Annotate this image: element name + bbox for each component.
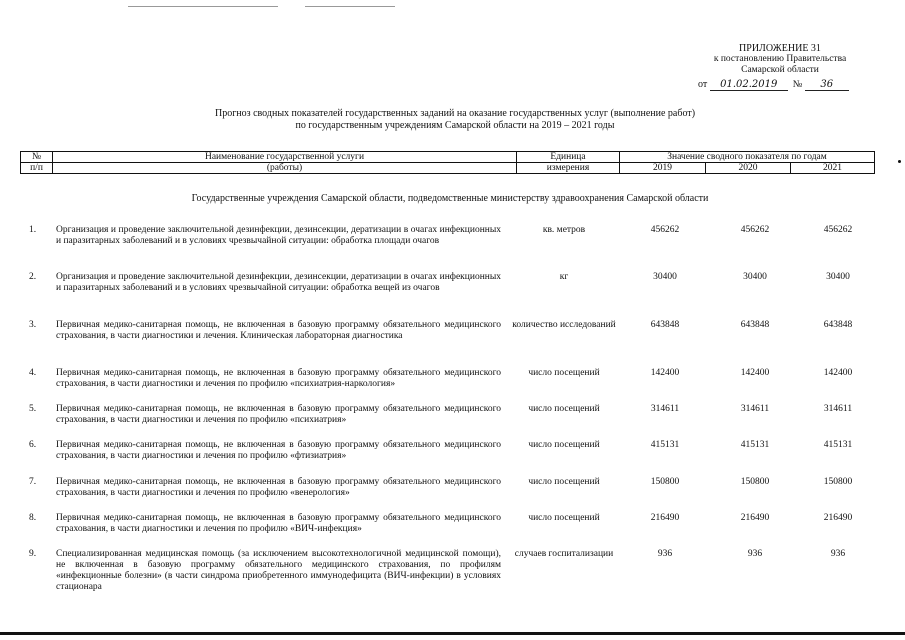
value-2021: 456262: [823, 225, 853, 235]
table-header: [20, 151, 875, 174]
value-2020: 142400: [740, 368, 770, 378]
handwritten-number: 36: [805, 79, 849, 91]
service-name: Первичная медико-санитарная помощь, не включенная в базовую программу обязательного медицинского страхования, в части диагностики и лечения по профилю «фтизиатрия»: [56, 440, 501, 461]
value-2019: 142400: [650, 368, 680, 378]
header-num: №: [21, 152, 53, 163]
value-2019: 643848: [650, 320, 680, 330]
appendix-block: [690, 43, 870, 76]
value-2020: 150800: [740, 477, 770, 487]
value-2019: 30400: [653, 272, 677, 282]
number-prefix: №: [792, 79, 803, 90]
value-2020: 936: [747, 549, 763, 559]
appendix-line: Самарской области: [741, 65, 819, 75]
value-2021: 314611: [823, 404, 853, 414]
value-2019: 936: [657, 549, 673, 559]
service-name: Первичная медико-санитарная помощь, не включенная в базовую программу обязательного медицинского страхования, в части диагностики и лечения по профилю «ВИЧ-инфекция»: [56, 513, 501, 534]
unit-of-measure: случаев госпитализации: [514, 549, 614, 559]
value-2021: 415131: [823, 440, 853, 450]
margin-dot: [898, 160, 901, 163]
unit-of-measure: число посещений: [528, 404, 600, 414]
service-name: Первичная медико-санитарная помощь, не включенная в базовую программу обязательного медицинского страхования, в части диагностики и лечения. Клиническая лабораторная диагностика: [56, 320, 501, 341]
value-2020: 314611: [740, 404, 770, 414]
top-border-line: [128, 6, 278, 7]
header-year: 2021: [791, 163, 875, 174]
heading-line: Прогноз сводных показателей государственных заданий на оказание государственных услуг (выполнение работ): [214, 108, 696, 119]
value-2019: 314611: [650, 404, 680, 414]
row-number: 9.: [29, 549, 37, 559]
header-year: 2019: [620, 163, 706, 174]
value-2021: 936: [830, 549, 846, 559]
value-2020: 643848: [740, 320, 770, 330]
service-name: Специализированная медицинская помощь (за исключением высокотехнологичной медицинской помощи), не включенная в базовую программу обязательного медицинского страхования, по профилям «инфекционные болезни» (в части синдрома приобретенного иммунодефицита (ВИЧ-инфекции) в условиях стационара: [56, 549, 501, 592]
value-2020: 456262: [740, 225, 770, 235]
unit-of-measure: количество исследований: [512, 320, 616, 330]
handwritten-date: 01.02.2019: [710, 79, 788, 91]
value-2021: 643848: [823, 320, 853, 330]
section-title: Государственные учреждения Самарской области, подведомственные министерству здравоохранения Самарской области: [191, 193, 709, 204]
heading-line: по государственным учреждениям Самарской области на 2019 – 2021 годы: [295, 120, 615, 131]
value-2021: 150800: [823, 477, 853, 487]
service-name: Первичная медико-санитарная помощь, не включенная в базовую программу обязательного медицинского страхования, в части диагностики и лечения по профилю «венерология»: [56, 477, 501, 498]
row-number: 6.: [29, 440, 37, 450]
value-2020: 216490: [740, 513, 770, 523]
service-name: Первичная медико-санитарная помощь, не включенная в базовую программу обязательного медицинского страхования, в части диагностики и лечения по профилю «психиатрия»: [56, 404, 501, 425]
row-number: 2.: [29, 272, 37, 282]
header-name-sub: (работы): [53, 163, 517, 174]
row-number: 7.: [29, 477, 37, 487]
document-heading: [130, 108, 780, 132]
value-2021: 142400: [823, 368, 853, 378]
header-unit-sub: измерения: [517, 163, 620, 174]
service-name: Организация и проведение заключительной дезинфекции, дезинсекции, дератизации в очагах инфекционных и паразитарных заболеваний и в условиях чрезвычайной ситуации: обработка вещей из очагов: [56, 272, 501, 293]
appendix-line: к постановлению Правительства: [713, 54, 847, 64]
unit-of-measure: число посещений: [528, 513, 600, 523]
unit-of-measure: число посещений: [528, 440, 600, 450]
top-border-line: [305, 6, 395, 7]
appendix-title: ПРИЛОЖЕНИЕ 31: [739, 43, 821, 54]
row-number: 4.: [29, 368, 37, 378]
header-year: 2020: [706, 163, 791, 174]
unit-of-measure: кг: [559, 272, 569, 282]
header-name: Наименование государственной услуги: [53, 152, 517, 163]
unit-of-measure: число посещений: [528, 368, 600, 378]
header-unit: Единица: [517, 152, 620, 163]
header-num-sub: п/п: [21, 163, 53, 174]
service-name: Первичная медико-санитарная помощь, не включенная в базовую программу обязательного медицинского страхования, в части диагностики и лечения по профилю «психиатрия-наркология»: [56, 368, 501, 389]
appendix-date-line: [698, 79, 849, 91]
unit-of-measure: кв. метров: [542, 225, 586, 235]
row-number: 8.: [29, 513, 37, 523]
row-number: 1.: [29, 225, 37, 235]
service-name: Организация и проведение заключительной дезинфекции, дезинсекции, дератизации в очагах инфекционных и паразитарных заболеваний и в условиях чрезвычайной ситуации: обработка площади очагов: [56, 225, 501, 246]
value-2019: 216490: [650, 513, 680, 523]
unit-of-measure: число посещений: [528, 477, 600, 487]
bottom-border-line: [0, 632, 905, 635]
value-2019: 456262: [650, 225, 680, 235]
date-prefix: от: [698, 79, 708, 90]
value-2021: 30400: [826, 272, 850, 282]
value-2021: 216490: [823, 513, 853, 523]
header-values-title: Значение сводного показателя по годам: [620, 152, 875, 163]
row-number: 3.: [29, 320, 37, 330]
value-2019: 150800: [650, 477, 680, 487]
value-2020: 30400: [743, 272, 767, 282]
row-number: 5.: [29, 404, 37, 414]
value-2020: 415131: [740, 440, 770, 450]
value-2019: 415131: [650, 440, 680, 450]
